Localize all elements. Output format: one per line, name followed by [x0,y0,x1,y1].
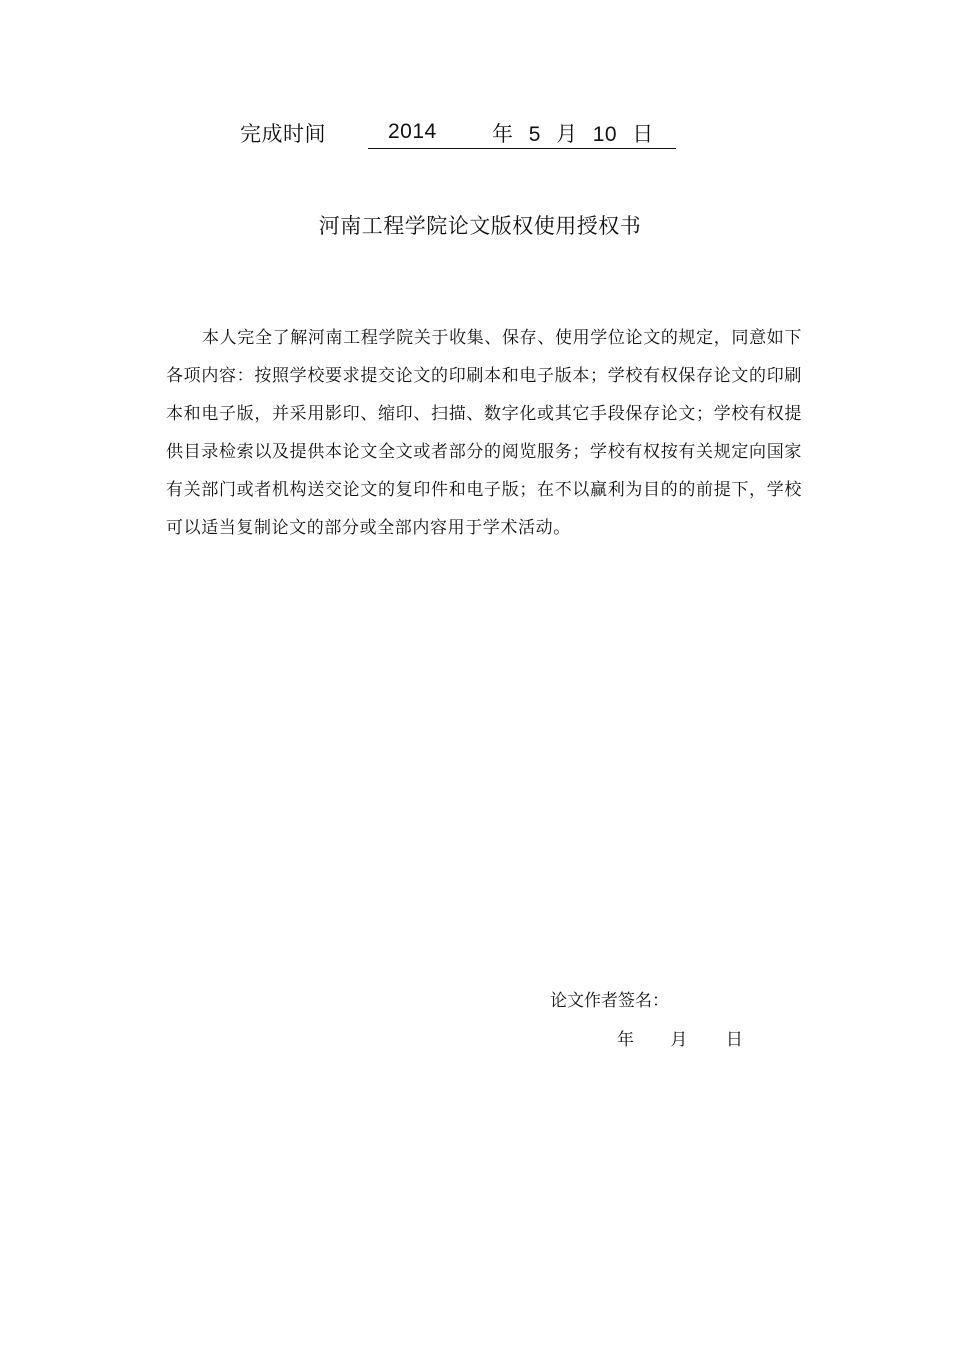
authorization-paragraph: 本人完全了解河南工程学院关于收集、保存、使用学位论文的规定，同意如下各项内容：按照学校要求提交论文的印刷本和电子版本；学校有权保存论文的印刷本和电子版，并采用影印、缩印、扫描、数字化或其它手段保存论文；学校有权提供目录检索以及提供本论文全文或者部分的阅览服务；学校有权按有关规定向国家有关部门或者机构送交论文的复印件和电子版；在不以赢利为目的的前提下，学校可以适当复制论文的部分或全部内容用于学术活动。 [166,328,802,538]
month-unit: 月 [556,122,578,146]
completion-day: 10 [592,123,618,146]
completion-label: 完成时间 [240,122,326,146]
completion-month-day [492,118,662,148]
author-signature-label: 论文作者签名： [550,991,669,1011]
completion-date [240,118,654,148]
completion-year: 2014 [388,120,437,143]
signature-year: 年 [617,1030,634,1050]
signature-month: 月 [670,1030,688,1050]
completion-month: 5 [528,123,541,146]
day-unit: 日 [632,122,654,146]
signature-date [617,1025,743,1050]
document-title: 河南工程学院论文版权使用授权书 [318,214,642,238]
signature-day: 日 [725,1030,743,1050]
year-unit: 年 [492,122,514,146]
